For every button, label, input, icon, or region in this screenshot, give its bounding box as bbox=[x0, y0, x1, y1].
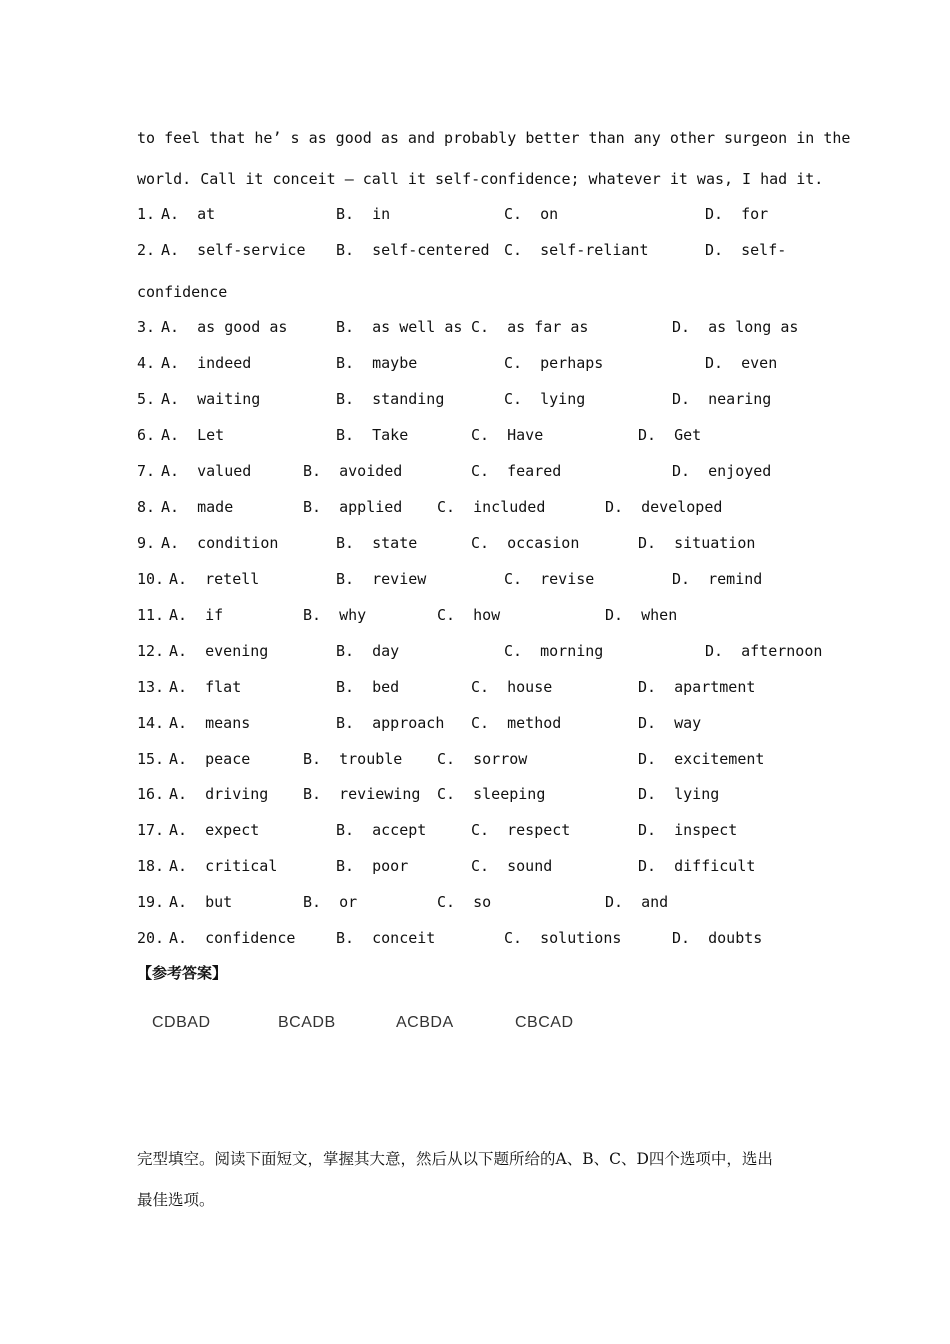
question-1: 1. A. at B. in C. on D. for bbox=[137, 205, 769, 223]
option-a: A. Let bbox=[161, 426, 225, 444]
option-a: A. driving bbox=[169, 785, 269, 803]
option-a: A. confidence bbox=[169, 929, 296, 947]
answer-group-3: ACBDA bbox=[396, 1014, 454, 1031]
question-14: 14. A. means B. approach C. method D. way bbox=[137, 714, 702, 732]
question-20: 20. A. confidence B. conceit C. solutions D. doubts bbox=[137, 929, 763, 947]
option-a: A. condition bbox=[161, 534, 279, 552]
option-c: C. feared bbox=[471, 462, 562, 480]
option-d: D. enjoyed bbox=[672, 462, 772, 480]
option-a: A. expect bbox=[169, 821, 260, 839]
option-c: C. included bbox=[437, 498, 546, 516]
option-b: B. state bbox=[336, 534, 418, 552]
question-18: 18. A. critical B. poor C. sound D. difficult bbox=[137, 857, 756, 875]
option-b: B. maybe bbox=[336, 354, 418, 372]
option-b: B. trouble bbox=[303, 750, 403, 768]
question-3: 3. A. as good as B. as well as C. as far as D. as long as bbox=[137, 318, 799, 336]
option-d: D. self- bbox=[705, 241, 787, 259]
option-b: B. as well as bbox=[336, 318, 463, 336]
option-a: A. flat bbox=[169, 678, 242, 696]
option-c: C. lying bbox=[504, 390, 586, 408]
option-b: B. in bbox=[336, 205, 391, 223]
option-b: B. applied bbox=[303, 498, 403, 516]
option-c: C. revise bbox=[504, 570, 595, 588]
option-d: D. doubts bbox=[672, 929, 763, 947]
option-b: B. why bbox=[303, 606, 367, 624]
instructions-line-2: 最佳选项。 bbox=[137, 1191, 215, 1209]
option-c: C. perhaps bbox=[504, 354, 604, 372]
option-a: A. at bbox=[161, 205, 216, 223]
option-c: C. how bbox=[437, 606, 501, 624]
option-c: C. as far as bbox=[471, 318, 589, 336]
question-15: 15. A. peace B. trouble C. sorrow D. excitement bbox=[137, 750, 765, 768]
option-a: A. indeed bbox=[161, 354, 252, 372]
question-2: 2. A. self-service B. self-centered C. self-reliant D. self- bbox=[137, 241, 787, 259]
option-d: D. lying bbox=[638, 785, 720, 803]
option-d: D. difficult bbox=[638, 857, 756, 875]
question-2-continuation: confidence bbox=[137, 283, 228, 301]
option-d: D. when bbox=[605, 606, 678, 624]
answers-title: 【参考答案】 bbox=[137, 964, 228, 982]
option-a: A. critical bbox=[169, 857, 278, 875]
option-c: C. sound bbox=[471, 857, 553, 875]
option-d: D. afternoon bbox=[705, 642, 823, 660]
option-c: C. occasion bbox=[471, 534, 580, 552]
option-b: B. accept bbox=[336, 821, 427, 839]
option-b: B. self-centered bbox=[336, 241, 490, 259]
answer-group-4: CBCAD bbox=[515, 1014, 574, 1031]
option-d: D. inspect bbox=[638, 821, 738, 839]
option-d: D. developed bbox=[605, 498, 723, 516]
option-d: D. Get bbox=[638, 426, 702, 444]
option-c: C. respect bbox=[471, 821, 571, 839]
option-d: D. for bbox=[705, 205, 769, 223]
option-d: D. situation bbox=[638, 534, 756, 552]
option-a: A. peace bbox=[169, 750, 251, 768]
question-10: 10. A. retell B. review C. revise D. remind bbox=[137, 570, 763, 588]
question-7: 7. A. valued B. avoided C. feared D. enjoyed bbox=[137, 462, 772, 480]
option-d: D. way bbox=[638, 714, 702, 732]
answer-group-1: CDBAD bbox=[152, 1014, 211, 1031]
question-13: 13. A. flat B. bed C. house D. apartment bbox=[137, 678, 756, 696]
option-a: A. means bbox=[169, 714, 251, 732]
option-c: C. on bbox=[504, 205, 559, 223]
option-a: A. if bbox=[169, 606, 224, 624]
option-c: C. solutions bbox=[504, 929, 622, 947]
option-a: A. self-service bbox=[161, 241, 306, 259]
option-a: A. retell bbox=[169, 570, 260, 588]
question-8: 8. A. made B. applied C. included D. developed bbox=[137, 498, 723, 516]
option-c: C. house bbox=[471, 678, 553, 696]
option-b: B. avoided bbox=[303, 462, 403, 480]
option-b: B. review bbox=[336, 570, 427, 588]
option-b: B. poor bbox=[336, 857, 409, 875]
option-a: A. evening bbox=[169, 642, 269, 660]
question-19: 19. A. but B. or C. so D. and bbox=[137, 893, 669, 911]
option-d: D. and bbox=[605, 893, 669, 911]
question-5: 5. A. waiting B. standing C. lying D. nearing bbox=[137, 390, 772, 408]
passage-line-1: to feel that he’ s as good as and probably better than any other surgeon in the bbox=[137, 129, 851, 147]
option-c: C. sleeping bbox=[437, 785, 546, 803]
option-b: B. bed bbox=[336, 678, 400, 696]
question-6: 6. A. Let B. Take C. Have D. Get bbox=[137, 426, 702, 444]
question-12: 12. A. evening B. day C. morning D. afternoon bbox=[137, 642, 823, 660]
answers-row bbox=[152, 1014, 752, 1036]
instructions-line-1: 完型填空。阅读下面短文，掌握其大意，然后从以下题所给的A、B、C、D四个选项中，选出 bbox=[137, 1150, 773, 1168]
option-d: D. nearing bbox=[672, 390, 772, 408]
question-11: 11. A. if B. why C. how D. when bbox=[137, 606, 678, 624]
option-b: B. standing bbox=[336, 390, 445, 408]
option-b: B. Take bbox=[336, 426, 409, 444]
option-a: A. but bbox=[169, 893, 233, 911]
option-c: C. sorrow bbox=[437, 750, 528, 768]
option-b: B. conceit bbox=[336, 929, 436, 947]
option-d: D. remind bbox=[672, 570, 763, 588]
option-c: C. self-reliant bbox=[504, 241, 649, 259]
option-d: D. excitement bbox=[638, 750, 765, 768]
option-d: D. even bbox=[705, 354, 778, 372]
option-a: A. valued bbox=[161, 462, 252, 480]
question-9: 9. A. condition B. state C. occasion D. situation bbox=[137, 534, 756, 552]
question-17: 17. A. expect B. accept C. respect D. inspect bbox=[137, 821, 738, 839]
option-d: D. apartment bbox=[638, 678, 756, 696]
option-b: B. approach bbox=[336, 714, 445, 732]
question-16: 16. A. driving B. reviewing C. sleeping D. lying bbox=[137, 785, 720, 803]
answer-group-2: BCADB bbox=[278, 1014, 336, 1031]
option-c: C. Have bbox=[471, 426, 544, 444]
option-d: D. as long as bbox=[672, 318, 799, 336]
option-a: A. as good as bbox=[161, 318, 288, 336]
question-4: 4. A. indeed B. maybe C. perhaps D. even bbox=[137, 354, 778, 372]
option-c: C. method bbox=[471, 714, 562, 732]
option-b: B. reviewing bbox=[303, 785, 421, 803]
option-c: C. morning bbox=[504, 642, 604, 660]
option-b: B. day bbox=[336, 642, 400, 660]
option-a: A. made bbox=[161, 498, 234, 516]
option-b: B. or bbox=[303, 893, 358, 911]
option-a: A. waiting bbox=[161, 390, 261, 408]
option-c: C. so bbox=[437, 893, 492, 911]
passage-line-2: world. Call it conceit — call it self-confidence; whatever it was, I had it. bbox=[137, 170, 824, 188]
